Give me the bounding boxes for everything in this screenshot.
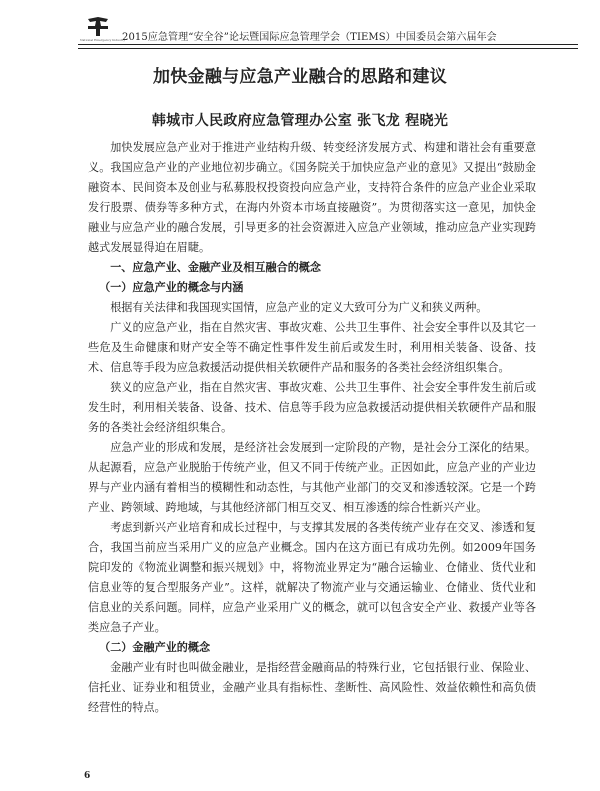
subsection-heading-1: （一）应急产业的概念与内涵: [99, 281, 244, 294]
section-heading-1: 一、应急产业、金融产业及相互融合的概念: [110, 261, 321, 274]
header-rule-thin: [78, 48, 578, 49]
paragraph-narrow-definition: 狭义的应急产业，指在自然灾害、事故灾难、公共卫生事件、社会安全事件发生前后或发生时，利用相关装备、设备、技术、信息等手段为应急救援活动提供相关软硬件产品和服务的各类社会经济组织集合。: [88, 381, 536, 434]
article-title: 加快金融与应急产业融合的思路和建议: [152, 67, 448, 87]
paragraph-finance: 金融产业有时也叫做金融业，是指经营金融商品的特殊行业，它包括银行业、保险业、信托业、证券业和租赁业，金融产业具有指标性、垄断性、高风险性、效益依赖性和高负债经营性的特点。: [88, 661, 536, 714]
page-number: 6: [84, 771, 91, 781]
logo-text: National Emergency Industry: [80, 38, 126, 42]
header-rule: [78, 44, 578, 45]
article-body: [88, 138, 536, 718]
article-authors: 韩城市人民政府应急管理办公室 张飞龙 程晓光: [151, 113, 449, 129]
paragraph-intro: 加快发展应急产业对于推进产业结构升级、转变经济发展方式、构建和谐社会有重要意义。我国应急产业的产业地位初步确立。《国务院关于加快应急产业的意见》又提出“鼓励金融资本、民间资本及创业与私募股权投资投向应急产业，支持符合条件的应急产业企业采取发行股票、债券等多种方式，在海内外资本市场直接融资”。为贯彻落实这一意见，加快金融业与应急产业的融合发展，引导更多的社会资源进入应急产业领域，推动应急产业实现跨越式发展显得迫在眉睫。: [88, 141, 536, 254]
paragraph-broad-concept: 考虑到新兴产业培育和成长过程中，与支撑其发展的各类传统产业存在交叉、渗透和复合，我国当前应当采用广义的应急产业概念。国内在这方面已有成功先例。如2009年国务院印发的《物流业调整和振兴规划》中，将物流业界定为“融合运输业、仓储业、货代业和信息业等的复合型服务产业”。这样，就解决了物流产业与交通运输业、仓储业、货代业和信息业的关系问题。同样，应急产业采用广义的概念，就可以包含安全产业、救援产业等各类应急子产业。: [88, 521, 536, 634]
subsection-heading-2: （二）金融产业的概念: [99, 641, 211, 654]
paragraph-broad-definition: 广义的应急产业，指在自然灾害、事故灾难、公共卫生事件、社会安全事件以及其它一些危及生命健康和财产安全等不确定性事件发生前后或发生时，利用相关装备、设备、技术、信息等手段为应急救援活动提供相关软硬件产品和服务的各类社会经济组织集合。: [88, 321, 536, 374]
header-conference-title: 2015应急管理“安全谷”论坛暨国际应急管理学会（TIEMS）中国委员会第六届年会: [122, 32, 497, 43]
paragraph-definition: 根据有关法律和我国现实国情，应急产业的定义大致可分为广义和狭义两种。: [110, 301, 488, 314]
paragraph-formation: 应急产业的形成和发展，是经济社会发展到一定阶段的产物，是社会分工深化的结果。从起源看，应急产业脱胎于传统产业，但又不同于传统产业。正因如此，应急产业的产业边界与产业内涵有着相当的模糊性和动态性，与其他产业部门的交叉和渗透较深。它是一个跨产业、跨领域、跨地域，与其他经济部门相互交叉、相互渗透的综合性新兴产业。: [88, 441, 536, 514]
running-header: [78, 16, 578, 46]
